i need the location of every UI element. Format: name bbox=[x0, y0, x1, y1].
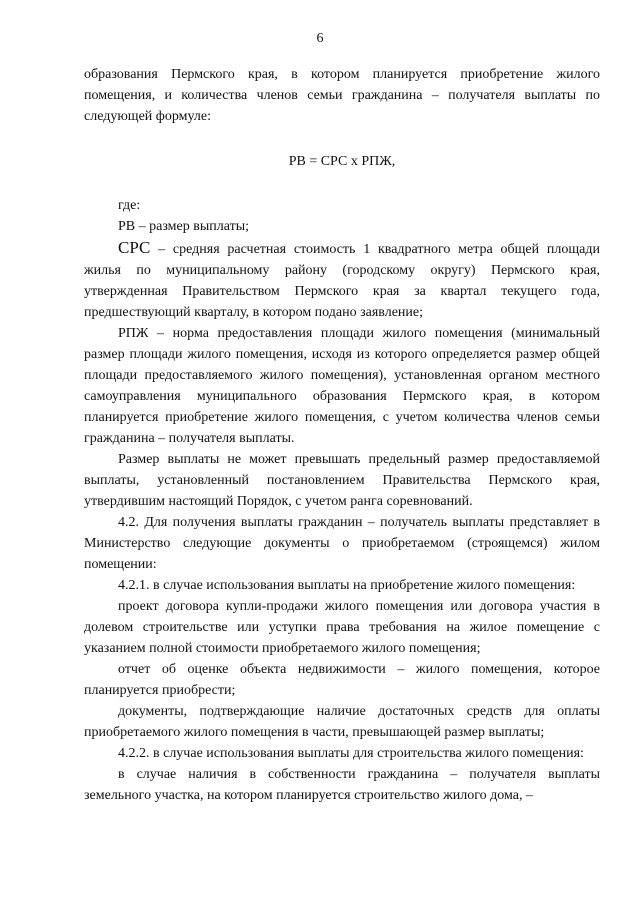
paragraph-4-2: 4.2. Для получения выплаты гражданин – получатель выплаты представляет в Министерство следующие документы о приобретаемом (строящемся) жилом помещении: bbox=[84, 515, 600, 572]
paragraph-4-2-2: 4.2.2. в случае использования выплаты для строительства жилого помещения: bbox=[118, 746, 584, 761]
paragraph-rpzh-definition: РПЖ – норма предоставления площади жилого помещения (минимальный размер площади жилого помещения, исходя из которого определяется размер общей площади предоставляемого жилого помещения), установленная органом местного самоуправления муниципального образования Пермского края, в котором планируется приобретение жилого помещения, с учетом количества членов семьи гражданина – получателя выплаты. bbox=[84, 326, 600, 446]
paragraph-land-plot: в случае наличия в собственности гражданина – получателя выплаты земельного участка, на котором планируется строительство жилого дома, – bbox=[84, 767, 600, 803]
paragraph-valuation-report: отчет об оценке объекта недвижимости – жилого помещения, которое планируется приобрести; bbox=[84, 662, 600, 698]
document-body bbox=[84, 64, 600, 806]
paragraph-contract-draft: проект договора купли-продажи жилого помещения или договора участия в долевом строительстве или уступки права требования на жилое помещение с указанием полной стоимости приобретаемого жилого помещения; bbox=[84, 599, 600, 656]
paragraph-4-2-1: 4.2.1. в случае использования выплаты на приобретение жилого помещения: bbox=[118, 578, 576, 593]
srs-text: – средняя расчетная стоимость 1 квадратного метра общей площади жилья по муниципальному району (городскому округу) Пермского края, утвержденная Правительством Пермского края за квартал текущего года, предшествующий кварталу, в котором подано заявление; bbox=[84, 242, 600, 320]
page-number: 6 bbox=[316, 31, 324, 46]
paragraph-formula-intro: образования Пермского края, в котором планируется приобретение жилого помещения, и количества членов семьи гражданина – получателя выплаты по следующей формуле: bbox=[84, 67, 600, 124]
paragraph-where: где: bbox=[118, 198, 141, 213]
paragraph-rv-definition: РВ – размер выплаты; bbox=[118, 219, 250, 234]
formula: РВ = СРС х РПЖ, bbox=[288, 154, 396, 169]
paragraph-max-payment: Размер выплаты не может превышать предельный размер предоставляемой выплаты, установленный постановлением Правительства Пермского края, утвердившим настоящий Порядок, с учетом ранга соревнований. bbox=[84, 452, 600, 509]
paragraph-srs-definition bbox=[84, 237, 600, 323]
srs-term: СРС bbox=[118, 238, 151, 257]
paragraph-funds-proof: документы, подтверждающие наличие достаточных средств для оплаты приобретаемого жилого помещения в части, превышающей размер выплаты; bbox=[84, 704, 600, 740]
